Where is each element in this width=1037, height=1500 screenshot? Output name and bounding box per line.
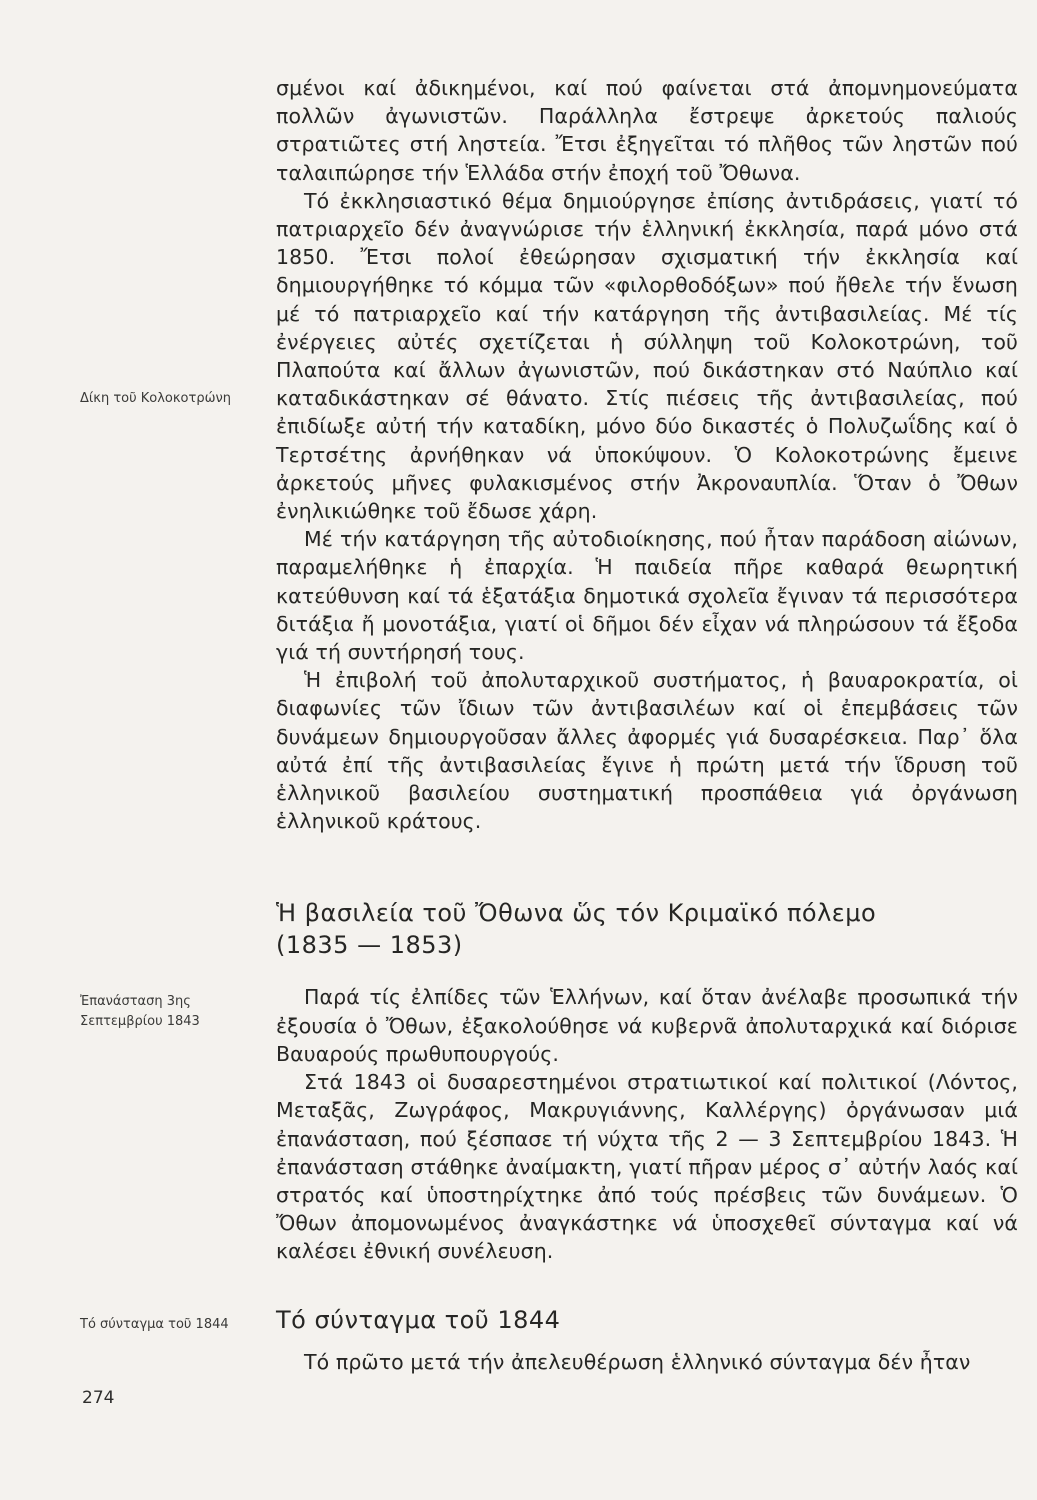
margin-note-dike: Δίκη τοῦ Κολοκοτρώνη [80,391,231,406]
main-text-column [276,74,1018,1376]
paragraph-1: σμένοι καί ἀδικημένοι, καί πού φαίνεται στά ἀπομνημονεύματα πολλῶν ἀγωνιστῶν. Παράλληλα ἔστρεψε ἀρκετούς παλιούς στρατιῶτες στή ληστεία. Ἔτσι ἐξηγεῖται τό πλῆθος τῶν ληστῶν πού ταλαιπώρησε τήν Ἑλλάδα στήν ἐποχή τοῦ Ὄθωνα. [276,76,1018,185]
paragraph-5: Παρά τίς ἐλπίδες τῶν Ἑλλήνων, καί ὅταν ἀνέλαβε προσωπικά τήν ἐξουσία ὁ Ὄθων, ἐξακολούθησε νά κυβερνᾶ ἀπολυταρχικά καί διόρισε Βαυαρούς πρωθυπουργούς. [276,985,1018,1066]
paragraph-7: Τό πρῶτο μετά τήν ἀπελευθέρωση ἑλληνικό σύνταγμα δέν ἦταν [304,1349,971,1374]
section-heading-line-1: Ἡ βασιλεία τοῦ Ὄθωνα ὥς τόν Κριμαϊκό πόλεμο [276,899,877,928]
paragraph-3: Μέ τήν κατάργηση τῆς αὐτοδιοίκησης, πού ἦταν παράδοση αἰώνων, παραμελήθηκε ἡ ἐπαρχία. Ἡ παιδεία πῆρε καθαρά θεωρητική κατεύθυνση καί τά ἑξατάξια δημοτικά σχολεῖα ἔγιναν τά περισσότερα διτάξια ἤ μονοτάξια, γιατί οἱ δῆμοι δέν εἶχαν νά πληρώσουν τά ἔξοδα γιά τή συντήρησή τους. [276,527,1018,665]
page-number: 274 [82,1388,115,1408]
margin-note-epanastasi: Ἐπανάσταση 3ης Σεπτεμβρίου 1843 [80,994,200,1029]
paragraph-6: Στά 1843 οἱ δυσαρεστημένοι στρατιωτικοί καί πολιτικοί (Λόντος, Μεταξᾶς, Ζωγράφος, Μακρυγιάννης, Καλλέργης) ὀργάνωσαν μιά ἐπανάσταση, πού ξέσπασε τή νύχτα τῆς 2 — 3 Σεπτεμβρίου 1843. Ἡ ἐπανάσταση στάθηκε ἀναίμακτη, γιατί πῆραν μέρος σ᾿ αὐτήν λαός καί στρατός καί ὑποστηρίχτηκε ἀπό τούς πρέσβεις τῶν δυνάμεων. Ὁ Ὄθων ἀπομονωμένος ἀναγκάστηκε νά ὑποσχεθεῖ σύνταγμα καί νά καλέσει ἐθνική συνέλευση. [276,1070,1018,1264]
paragraph-2: Τό ἐκκλησιαστικό θέμα δημιούργησε ἐπίσης ἀντιδράσεις, γιατί τό πατριαρχεῖο δέν ἀναγνώρισε τήν ἑλληνική ἐκκλησία, παρά μόνο στά 1850. Ἔτσι πολοί ἐθεώρησαν σχισματική τήν ἐκκλησία καί δημιουργήθηκε τό κόμμα τῶν «φιλορθοδόξων» πού ἤθελε τήν ἕνωση μέ τό πατριαρχεῖο καί τήν κατάργηση τῆς ἀντιβασιλείας. Μέ τίς ἐνέργειες αὐτές σχετίζεται ἡ σύλληψη τοῦ Κολοκοτρώνη, τοῦ Πλαπούτα καί ἄλλων ἀγωνιστῶν, πού δικάστηκαν στό Ναύπλιο καί καταδικάστηκαν σέ θάνατο. Στίς πιέσεις τῆς ἀντιβασιλείας, πού ἐπιδίωξε αὐτή τήν καταδίκη, μόνο δύο δικαστές ὁ Πολυζωΐδης καί ὁ Τερτσέτης ἀρνήθηκαν νά ὑποκύψουν. Ὁ Κολοκοτρώνης ἔμεινε ἀρκετούς μῆνες φυλακισμένος στήν Ἀκροναυπλία. Ὅταν ὁ Ὄθων ἐνηλικιώθηκε τοῦ ἔδωσε χάρη. [276,188,1018,524]
section-heading-constitution: Τό σύνταγμα τοῦ 1844 [276,1305,561,1334]
margin-note-syntagma: Τό σύνταγμα τοῦ 1844 [80,1317,229,1332]
section-heading-otto-reign [276,897,1018,961]
section-heading-line-2: (1835 — 1853) [276,931,463,960]
paragraph-4: Ἡ ἐπιβολή τοῦ ἀπολυταρχικοῦ συστήματος, ἡ βαυαροκρατία, οἱ διαφωνίες τῶν ἴδιων τῶν ἀντιβασιλέων καί οἱ ἐπεμβάσεις τῶν δυνάμεων δημιουργοῦσαν ἄλλες ἀφορμές γιά δυσαρέσκεια. Παρ᾿ ὅλα αὐτά ἐπί τῆς ἀντιβασιλείας ἔγινε ἡ πρώτη μετά τήν ἵδρυση τοῦ ἑλληνικοῦ βασιλείου συστηματική προσπάθεια γιά ὀργάνωση ἑλληνικοῦ κράτους. [276,668,1018,834]
